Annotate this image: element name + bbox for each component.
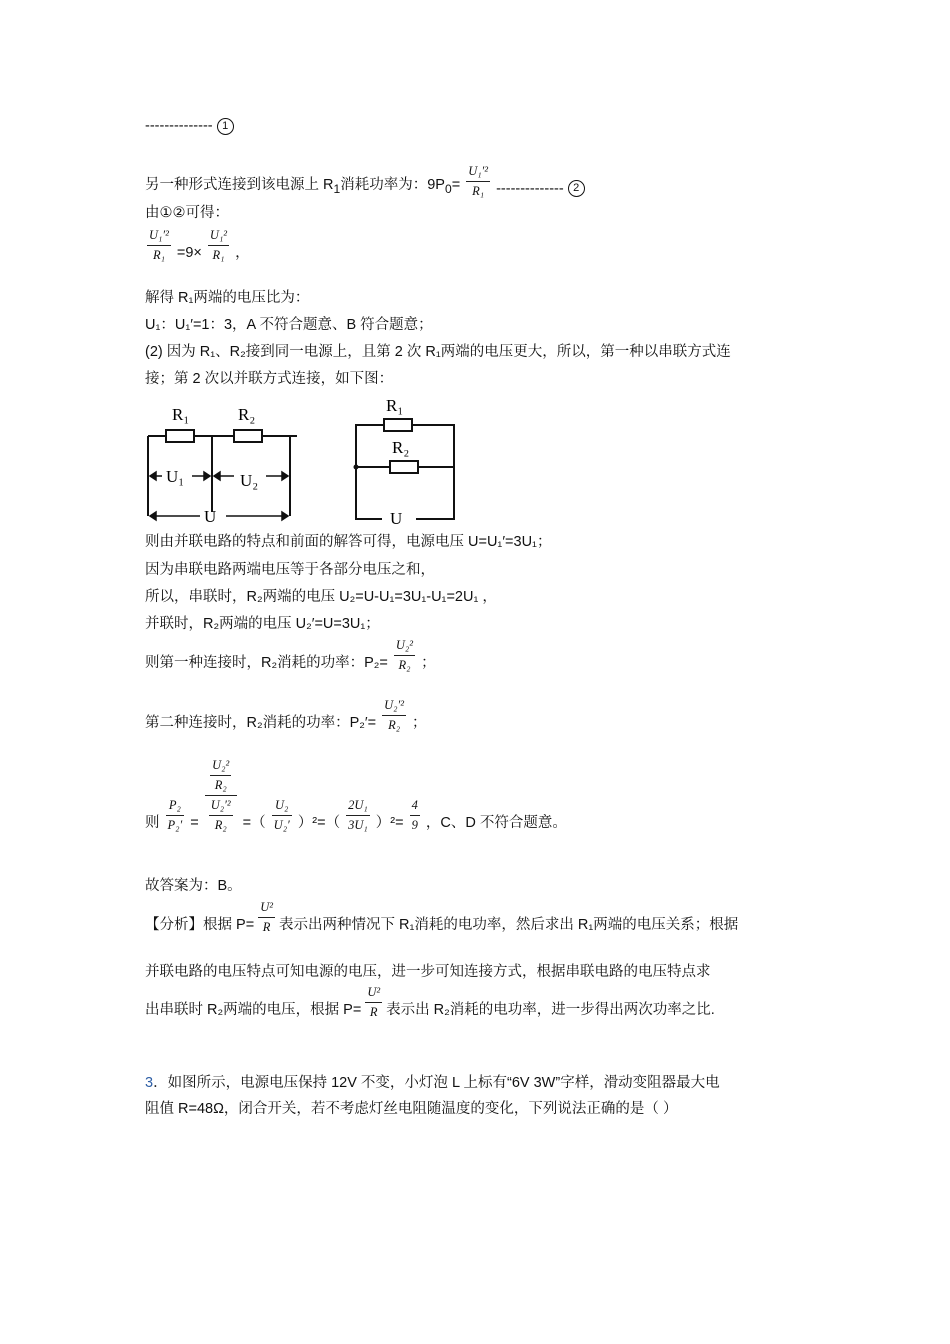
numerator: U₂² bbox=[394, 638, 415, 656]
eq: = bbox=[451, 177, 461, 193]
first-power-line bbox=[145, 638, 436, 673]
fraction-u2-u2p bbox=[272, 798, 292, 833]
label-u: U bbox=[390, 509, 403, 525]
text: ，C、D 不符合题意。 bbox=[425, 815, 567, 831]
fraction-usq-r bbox=[258, 900, 275, 935]
comma: ， bbox=[235, 245, 250, 261]
numerator: U₁′² bbox=[466, 164, 490, 182]
circled-one: 1 bbox=[217, 118, 234, 135]
numerator: U₂′² bbox=[382, 698, 406, 716]
question-text: ．如图所示，电源电压保持 12V 不变，小灯泡 L 上标有“6V 3W”字样，滑动变阻器最大电 bbox=[153, 1075, 720, 1091]
ratio-equation-line bbox=[145, 758, 567, 833]
fraction-u2psq-r2 bbox=[209, 798, 233, 833]
analysis-line-3 bbox=[145, 985, 715, 1020]
analysis-line-2: 并联电路的电压特点可知电源的电压，进一步可知连接方式，根据串联电路的电压特点求 bbox=[145, 964, 711, 980]
dash-text: -------------- bbox=[496, 180, 564, 197]
ratio-line: U₁：U₁′=1：3，A 不符合题意、B 符合题意； bbox=[145, 317, 433, 333]
fraction-2u1-3u1 bbox=[346, 798, 370, 833]
resistor-r2 bbox=[390, 461, 418, 473]
label-u2: U₂ bbox=[240, 471, 259, 490]
compound-fraction bbox=[205, 758, 237, 833]
resistor-r1 bbox=[384, 419, 412, 431]
fraction-u2sq-r2 bbox=[210, 758, 231, 793]
resistor-r2 bbox=[234, 430, 262, 442]
solve-line: 解得 R₁两端的电压比为： bbox=[145, 290, 310, 306]
denominator: R₂ bbox=[388, 718, 401, 732]
because-line: 因为串联电路两端电压等于各部分电压之和， bbox=[145, 562, 435, 578]
label-r1: R₁ bbox=[386, 396, 404, 415]
parallel-line: 并联时，R₂两端的电压 U₂′=U=3U₁； bbox=[145, 616, 380, 632]
numerator: U₂² bbox=[210, 758, 231, 776]
text: 出串联时 R₂两端的电压，根据 P= bbox=[145, 1002, 362, 1018]
question-3-line-2: 阻值 R=48Ω，闭合开关，若不考虑灯丝电阻随温度的变化，下列说法正确的是（ ） bbox=[145, 1101, 678, 1117]
text: 则第一种连接时，R₂消耗的功率：P₂= bbox=[145, 655, 388, 671]
eq-paren: =（ bbox=[242, 815, 266, 831]
text: 表示出两种情况下 R₁消耗的电功率，然后求出 R₁两端的电压关系；根据 bbox=[279, 917, 739, 933]
fraction-u2psq-r2 bbox=[382, 698, 406, 733]
fraction-u1t2 bbox=[147, 228, 171, 263]
fraction-u2sq-r2 bbox=[394, 638, 415, 673]
denominator: R₁ bbox=[152, 248, 165, 262]
denominator: U₂′ bbox=[273, 818, 290, 832]
series-line: 所以，串联时，R₂两端的电压 U₂=U-U₁=3U₁-U₁=2U₁ ， bbox=[145, 589, 497, 605]
numerator: U₂ bbox=[272, 798, 292, 816]
label-r1: R₁ bbox=[172, 405, 190, 424]
text: 表示出 R₂消耗的电功率，进一步得出两次功率之比. bbox=[386, 1002, 715, 1018]
analysis-line-1 bbox=[145, 900, 738, 935]
numerator: 2U₁ bbox=[346, 798, 370, 816]
denominator: R₁ bbox=[472, 183, 485, 198]
series-circuit-diagram bbox=[142, 400, 297, 525]
other-form-line bbox=[145, 143, 585, 199]
equation-line bbox=[145, 228, 250, 263]
compound-numerator bbox=[205, 758, 237, 796]
numerator: U² bbox=[365, 985, 382, 1003]
numerator: P₂ bbox=[166, 798, 185, 816]
label-u1: U₁ bbox=[166, 467, 185, 486]
square-eq: ）²= bbox=[375, 815, 404, 831]
numerator: 4 bbox=[410, 798, 420, 816]
sub: 1 bbox=[333, 181, 341, 196]
fraction-u1t2-r1 bbox=[466, 164, 490, 199]
from-line: 由①②可得： bbox=[145, 205, 229, 221]
text: 第二种连接时，R₂消耗的功率：P₂′= bbox=[145, 715, 377, 731]
label-r2: R₂ bbox=[392, 438, 410, 457]
resistor-r1 bbox=[166, 430, 194, 442]
numerator: U₂′² bbox=[209, 798, 233, 816]
part2-line-b: 接；第 2 次以并联方式连接，如下图： bbox=[145, 371, 394, 387]
parallel-circuit-diagram bbox=[350, 393, 460, 525]
denominator: 9 bbox=[411, 818, 418, 832]
denominator: R bbox=[369, 1005, 378, 1019]
text: 消耗功率为：9P bbox=[340, 177, 445, 193]
label-r2: R₂ bbox=[238, 405, 256, 424]
denominator: R₂ bbox=[214, 818, 227, 832]
semicolon: ； bbox=[421, 655, 436, 671]
semicolon: ； bbox=[412, 715, 427, 731]
times-nine: =9× bbox=[176, 245, 202, 261]
fraction-4-9 bbox=[410, 798, 420, 833]
eq: = bbox=[190, 815, 199, 831]
dash-line-1 bbox=[145, 116, 234, 136]
second-power-line bbox=[145, 698, 427, 733]
denominator: 3U₁ bbox=[348, 818, 368, 832]
denominator: R bbox=[262, 920, 271, 934]
fraction-usq-r bbox=[365, 985, 382, 1020]
numerator: U₁′² bbox=[147, 228, 171, 246]
denominator: P₂′ bbox=[167, 818, 183, 832]
sub: 0 bbox=[444, 181, 452, 196]
circled-two: 2 bbox=[568, 180, 585, 197]
fraction-u1sq bbox=[208, 228, 229, 263]
junction-dot bbox=[354, 465, 359, 470]
text: 【分析】根据 P= bbox=[145, 917, 255, 933]
denominator: R₂ bbox=[398, 658, 411, 672]
numerator: U₁² bbox=[208, 228, 229, 246]
square-eq: ）²=（ bbox=[297, 815, 341, 831]
numerator: U² bbox=[258, 900, 275, 918]
question-3-line-1 bbox=[145, 1073, 720, 1093]
question-number: 3 bbox=[145, 1075, 154, 1091]
answer-line: 故答案为：B。 bbox=[145, 878, 242, 894]
fraction-p2-p2p bbox=[166, 798, 185, 833]
part2-line-a: (2) 因为 R₁、R₂接到同一电源上，且第 2 次 R₁两端的电压更大，所以，第一种以串联方式连 bbox=[145, 344, 731, 360]
text: 另一种形式连接到该电源上 R bbox=[145, 177, 334, 193]
text: 则 bbox=[145, 815, 160, 831]
label-u: U bbox=[204, 507, 217, 525]
then-line: 则由并联电路的特点和前面的解答可得，电源电压 U=U₁′=3U₁； bbox=[145, 534, 552, 550]
compound-denominator bbox=[205, 796, 237, 833]
denominator: R₂ bbox=[214, 778, 227, 792]
dash-text: -------------- bbox=[145, 118, 213, 134]
denominator: R₁ bbox=[212, 248, 225, 262]
